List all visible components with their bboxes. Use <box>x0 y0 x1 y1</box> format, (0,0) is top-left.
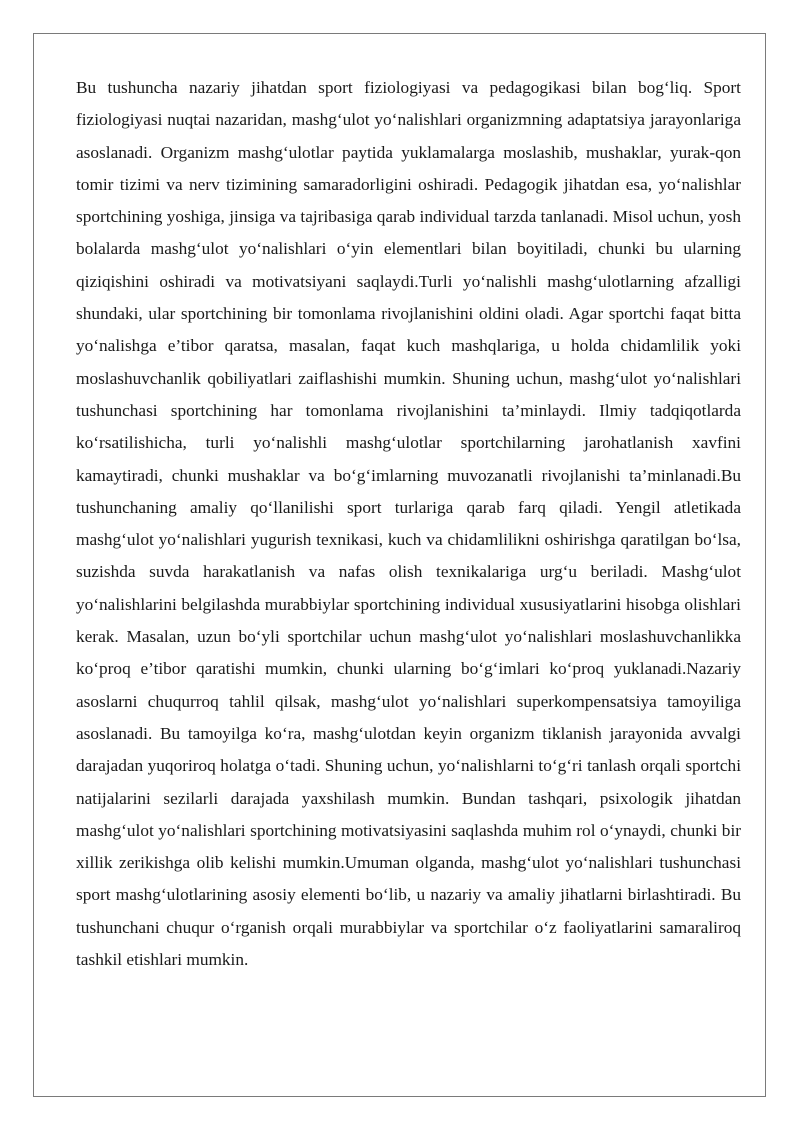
body-paragraph: Bu tushuncha nazariy jihatdan sport fiziologiyasi va pedagogikasi bilan bog‘liq. Sport fiziologiyasi nuqtai nazaridan, mashg‘ulot yo‘nalishlari organizmning adaptatsiya jarayonlariga asoslanadi. Organizm mashg‘ulotlar paytida yuklamalarga moslashib, mushaklar, yurak-qon tomir tizimi va nerv tizimining samaradorligini oshiradi. Pedagogik jihatdan esa, yo‘nalishlar sportchining yoshiga, jinsiga va tajribasiga qarab individual tarzda tanlanadi. Misol uchun, yosh bolalarda mashg‘ulot yo‘nalishlari o‘yin elementlari bilan boyitiladi, chunki bu ularning qiziqishini oshiradi va motivatsiyani saqlaydi.Turli yo‘nalishli mashg‘ulotlarning afzalligi shundaki, ular sportchining bir tomonlama rivojlanishini oldini oladi. Agar sportchi faqat bitta yo‘nalishga e’tibor qaratsa, masalan, faqat kuch mashqlariga, u holda chidamlilik yoki moslashuvchanlik qobiliyatlari zaiflashishi mumkin. Shuning uchun, mashg‘ulot yo‘nalishlari tushunchasi sportchining har tomonlama rivojlanishini ta’minlaydi. Ilmiy tadqiqotlarda ko‘rsatilishicha, turli yo‘nalishli mashg‘ulotlar sportchilarning jarohatlanish xavfini kamaytiradi, chunki mushaklar va bo‘g‘imlarning muvozanatli rivojlanishi ta’minlanadi.Bu tushunchaning amaliy qo‘llanilishi sport turlariga qarab farq qiladi. Yengil atletikada mashg‘ulot yo‘nalishlari yugurish texnikasi, kuch va chidamlilikni oshirishga qaratilgan bo‘lsa, suzishda suvda harakatlanish va nafas olish texnikalariga urg‘u beriladi. Mashg‘ulot yo‘nalishlarini belgilashda murabbiylar sportchining individual xususiyatlarini hisobga olishlari kerak. Masalan, uzun bo‘yli sportchilar uchun mashg‘ulot yo‘nalishlari moslashuvchanlikka ko‘proq e’tibor qaratishi mumkin, chunki ularning bo‘g‘imlari ko‘proq yuklanadi.Nazariy asoslarni chuqurroq tahlil qilsak, mashg‘ulot yo‘nalishlari superkompensatsiya tamoyiliga asoslanadi. Bu tamoyilga ko‘ra, mashg‘ulotdan keyin organizm tiklanish jarayonida avvalgi darajadan yuqoriroq holatga o‘tadi. Shuning uchun, yo‘nalishlarni to‘g‘ri tanlash orqali sportchi natijalarini sezilarli darajada yaxshilash mumkin. Bundan tashqari, psixologik jihatdan mashg‘ulot yo‘nalishlari sportchining motivatsiyasini saqlashda muhim rol o‘ynaydi, chunki bir xillik zerikishga olib kelishi mumkin.Umuman olganda, mashg‘ulot yo‘nalishlari tushunchasi sport mashg‘ulotlarining asosiy elementi bo‘lib, u nazariy va amaliy jihatlarni birlashtiradi. Bu tushunchani chuqur o‘rganish orqali murabbiylar va sportchilar o‘z faoliyatlarini samaraliroq tashkil etishlari mumkin. <box>76 78 741 970</box>
